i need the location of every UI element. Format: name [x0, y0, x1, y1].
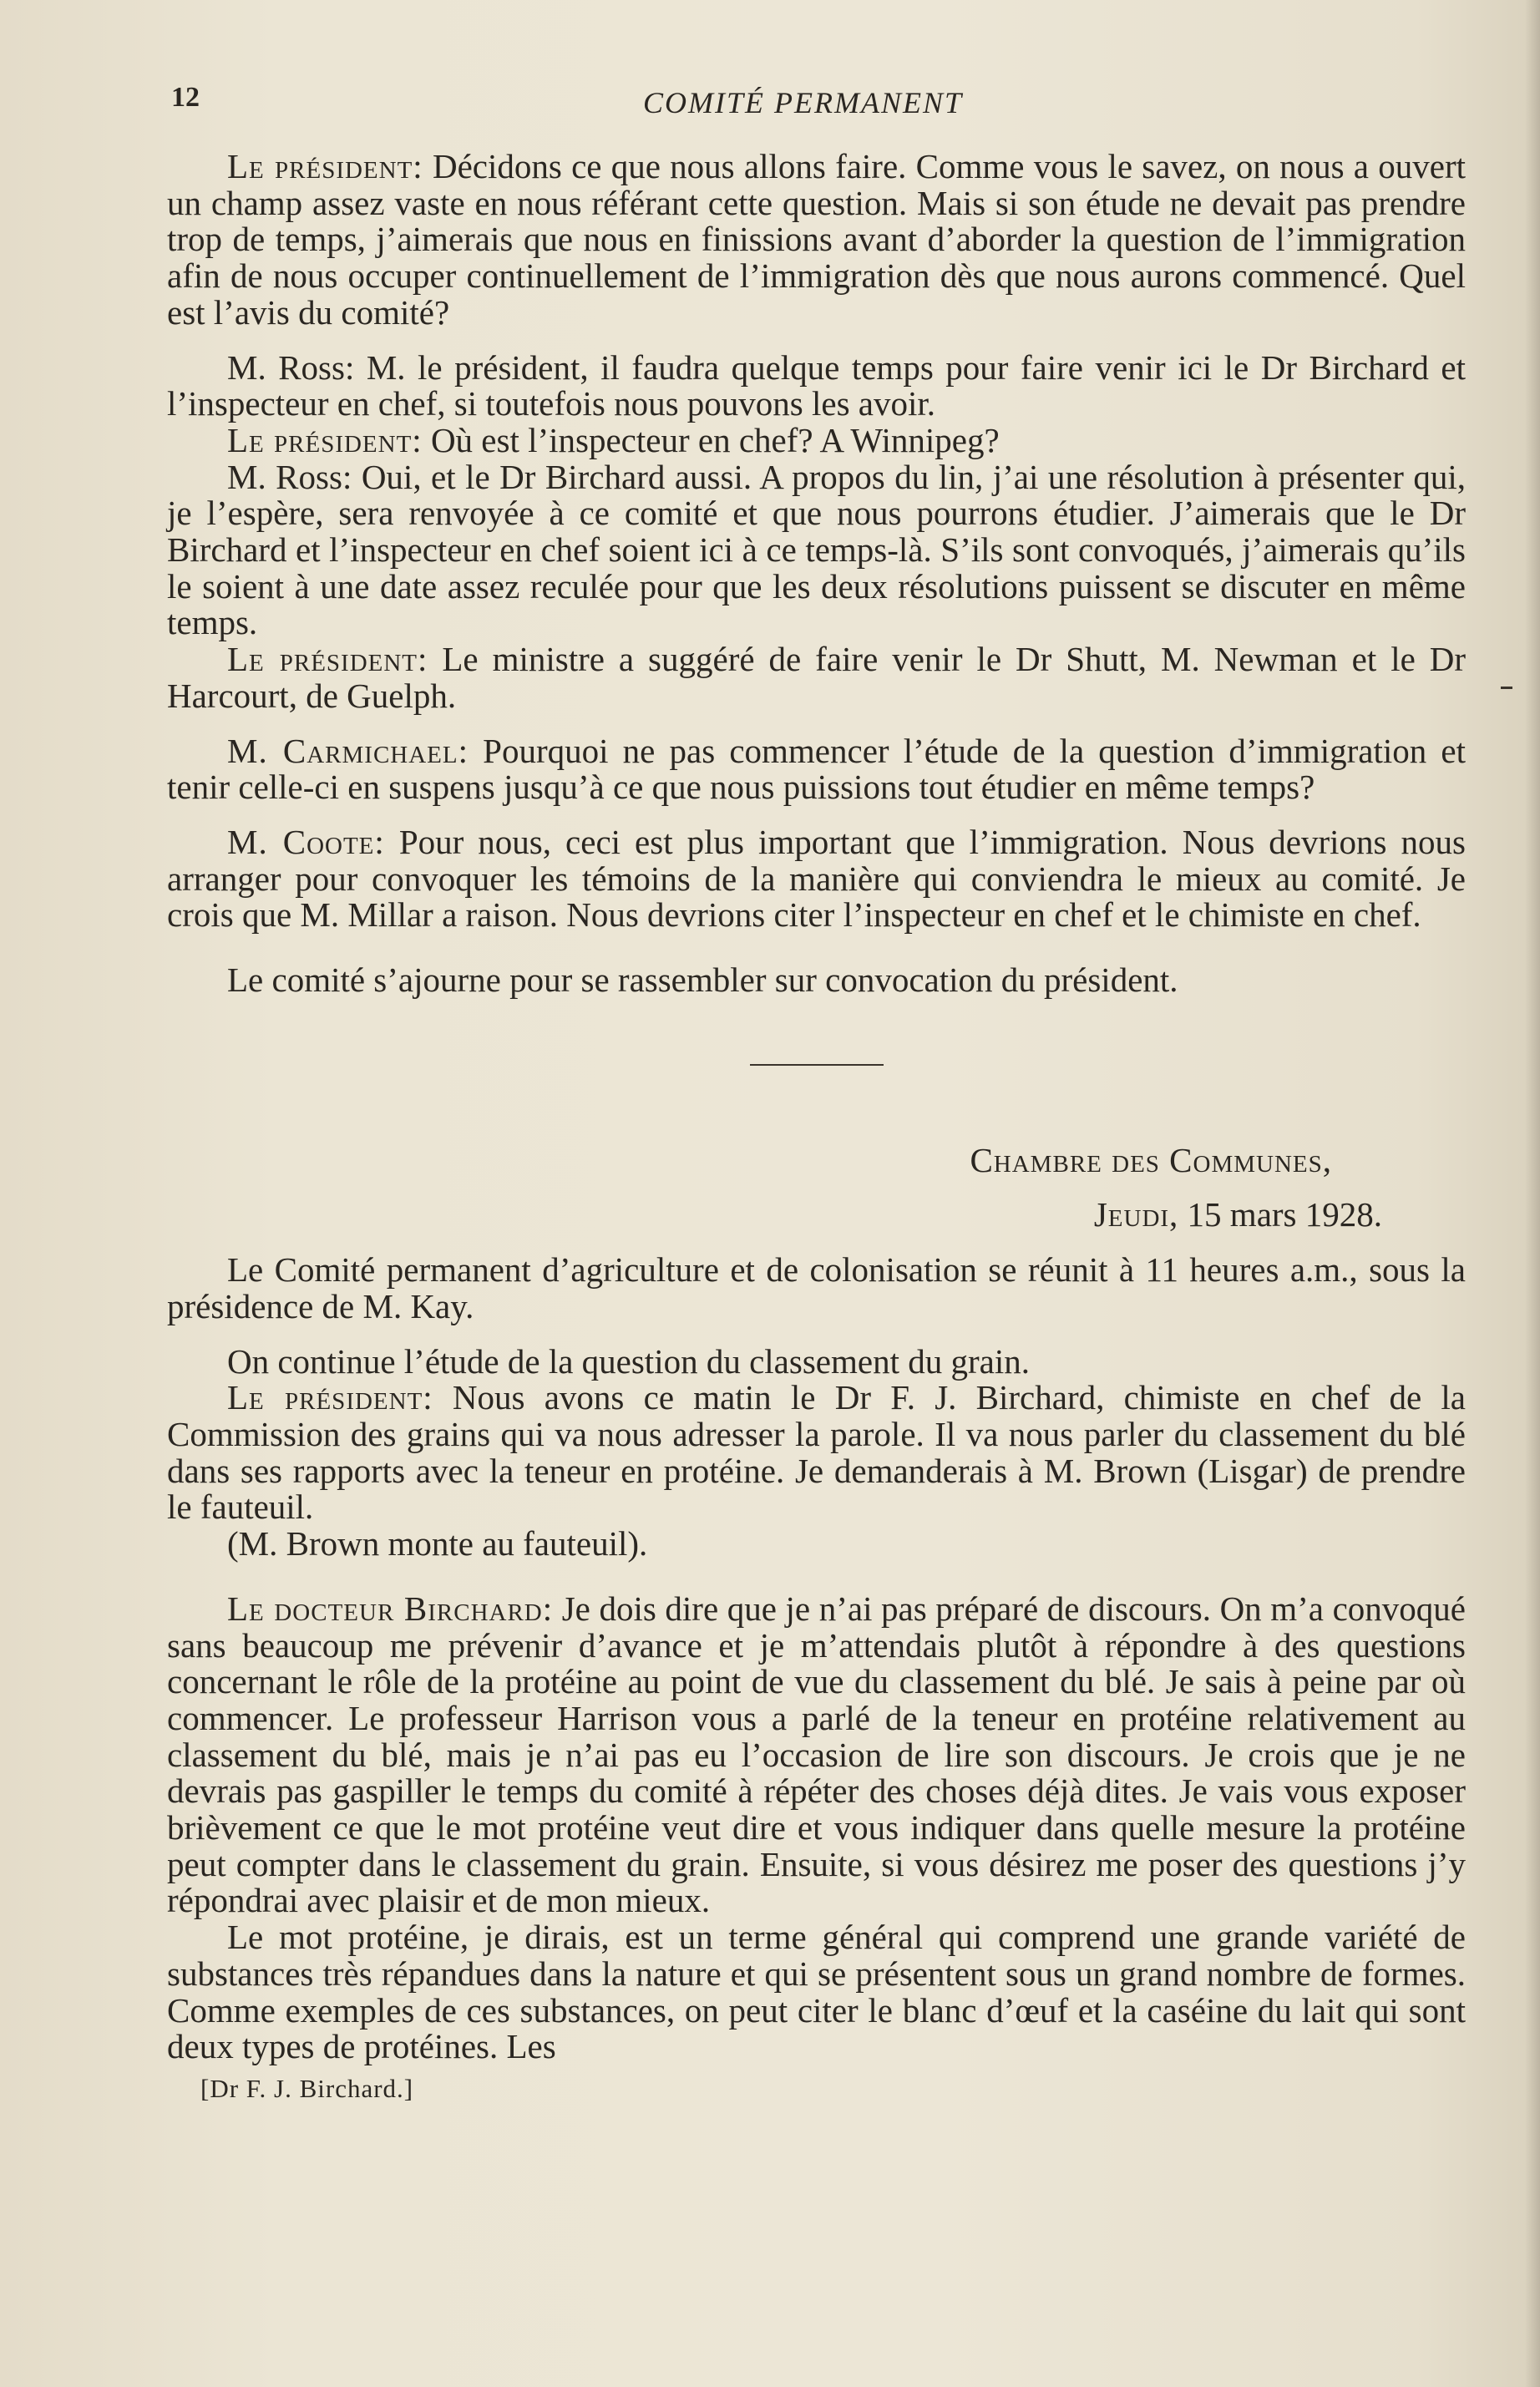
body-text	[167, 149, 1466, 2107]
speech-text: Je dois dire que je n’ai pas préparé de discours. On m’a convoqué sans beaucoup me prévenir d’avance et je m’attendais plutôt à répondre à des questions concernant le rôle de la protéine au point de vue du classement du blé. Je sais à peine par où commencer. Le professeur Harrison vous a parlé de la teneur en protéine relativement au classement du blé, mais je n’ai pas eu l’occasion de lire son discours. Je crois que je ne devrais pas gaspiller le temps du comité à répéter des choses déjà dites. Je vais vous exposer brièvement ce que le mot protéine veut dire et vous indiquer dans quelle mesure la protéine peut compter dans le classement du grain. Ensuite, si vous désirez me poser des questions j’y répondrai avec plaisir et de mon mieux.	[167, 1589, 1466, 1920]
paragraph: Le mot protéine, je dirais, est un terme général qui comprend une grande variété de substances très répandues dans la nature et qui se présentent sous un grand nombre de formes. Comme exemples de ces substances, on peut citer le blanc d’œuf et la caséine du lait qui sont deux types de protéines. Les	[167, 1918, 1466, 2066]
speaker-name: Le docteur Birchard:	[227, 1589, 554, 1628]
margin-mark	[1501, 687, 1512, 689]
speech-text: Oui, et le Dr Birchard aussi. A propos du lin, j’ai une résolution à présenter qui, je l’espère, sera renvoyée à ce comité et que nous pourrons étudier. J’aimerais que le Dr Birchard et l’inspecteur en chef soient ici à ce temps-là. S’ils sont convoqués, j’aimerais qu’ils le soient à une date assez reculée pour que les deux résolutions puissent se discuter en même temps.	[167, 457, 1466, 642]
paragraph	[167, 824, 1466, 934]
speaker-name: Le président:	[227, 1378, 433, 1417]
speech-text: Pourquoi ne pas commencer l’étude de la question d’immigration et tenir celle-ci en suspens jusqu’à ce que nous puissions tout étudier en même temps?	[167, 731, 1466, 807]
dateline-day: Jeudi,	[1093, 1195, 1179, 1234]
dateline-date-value: 15 mars 1928.	[1178, 1195, 1382, 1234]
speaker-name: M. Ross:	[227, 347, 355, 387]
speech-text: Le ministre a suggéré de faire venir le Dr Shutt, M. Newman et le Dr Harcourt, de Guelph.	[167, 640, 1467, 715]
speaker-citation: [Dr F. J. Birchard.]	[200, 2073, 414, 2103]
speaker-name: Le président:	[227, 147, 423, 185]
paragraph	[167, 420, 1466, 459]
dateline-place: Chambre des Communes,	[970, 1140, 1332, 1179]
speech-text: Décidons ce que nous allons faire. Comme vous le savez, on nous a ouvert un champ assez vaste en nous référant cette question. Mais si son étude ne devait pas prendre trop de temps, j’aimerais que nous en finissions avant d’aborder la question de l’immigration afin de nous occuper continuellement de l’immigration dès que nous aurons commencé. Quel est l’avis du comité?	[167, 147, 1467, 332]
paragraph: On continue l’étude de la question du classement du grain.	[227, 1341, 1030, 1381]
page-header	[171, 77, 1474, 127]
running-title: COMITÉ PERMANENT	[643, 86, 963, 119]
speech-text: M. le président, il faudra quelque temps pour faire venir ici le Dr Birchard et l’inspecteur en chef, si toutefois nous pouvons les avoir.	[167, 347, 1466, 423]
adjournment-note: Le comité s’ajourne pour se rassembler sur convocation du président.	[227, 960, 1178, 1000]
paragraph	[167, 459, 1466, 642]
speaker-name: M. Carmichael:	[227, 731, 469, 770]
speech-text: Nous avons ce matin le Dr F. J. Birchard, chimiste en chef de la Commission des grains qui va nous adresser la parole. Il va nous parler du classement du blé dans ses rapports avec la teneur en protéine. Je demanderais à M. Brown (Lisgar) de prendre le fauteuil.	[167, 1378, 1467, 1527]
speaker-name: Le président:	[227, 420, 423, 459]
speech-text: Pour nous, ceci est plus important que l’immigration. Nous devrions nous arranger pour convoquer les témoins de la manière qui conviendra le mieux au comité. Je crois que M. Millar a raison. Nous devrions citer l’inspecteur en chef et le chimiste en chef.	[167, 822, 1466, 935]
section-divider	[750, 1064, 884, 1066]
page-number: 12	[171, 82, 200, 113]
paragraph	[167, 641, 1466, 714]
speech-text: Où est l’inspecteur en chef? A Winnipeg?	[422, 420, 1000, 459]
speaker-name: M. Ross:	[227, 457, 352, 496]
paragraph	[167, 733, 1466, 806]
dateline-date	[167, 1197, 1466, 1234]
speaker-name: Le président:	[227, 640, 428, 679]
paragraph	[167, 1591, 1466, 1919]
paragraph	[167, 1380, 1466, 1526]
paragraph	[167, 347, 1466, 423]
paragraph: Le Comité permanent d’agriculture et de colonisation se réunit à 11 heures a.m., sous la présidence de M. Kay.	[167, 1250, 1466, 1325]
page-edge-shadow	[1525, 0, 1540, 2387]
paragraph: (M. Brown monte au fauteuil).	[227, 1524, 648, 1563]
speaker-name: M. Coote:	[227, 822, 385, 861]
paragraph	[167, 149, 1466, 332]
